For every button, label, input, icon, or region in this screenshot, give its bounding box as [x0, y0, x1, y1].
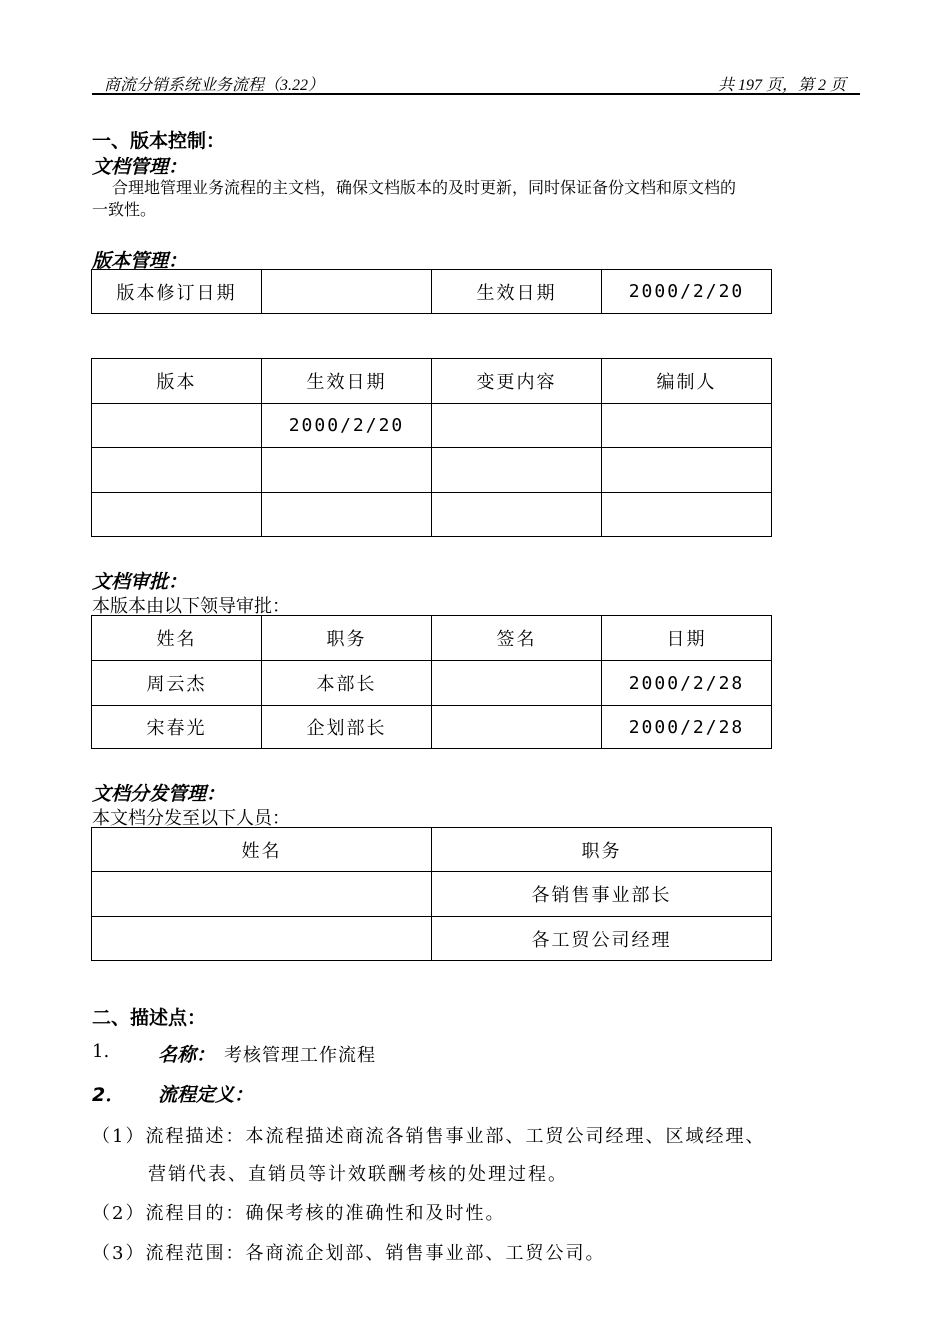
item2-label: 流程定义： — [158, 1084, 254, 1106]
table-header: 职务 — [262, 616, 432, 661]
table-cell — [262, 493, 432, 537]
table-cell — [92, 493, 262, 537]
table-header: 签名 — [432, 616, 602, 661]
item1-number: 1. — [92, 1041, 110, 1062]
definition-1-line2: 营销代表、直销员等计效联酬考核的处理过程。 — [148, 1164, 568, 1185]
table-cell — [432, 493, 602, 537]
heading-doc-approval: 文档审批： — [92, 571, 188, 593]
table-row — [92, 661, 772, 706]
table-cell — [602, 493, 772, 537]
table-cell — [262, 448, 432, 493]
table-header: 姓名 — [92, 828, 432, 872]
table-cell: 2000/2/20 — [262, 404, 432, 448]
table-cell: 宋春光 — [92, 706, 262, 749]
approval-intro: 本版本由以下领导审批： — [92, 596, 290, 617]
item2-number: 2． — [92, 1084, 125, 1106]
table-row — [92, 706, 772, 749]
table-header: 生效日期 — [262, 359, 432, 404]
doc-management-body-line2: 一致性。 — [92, 200, 157, 219]
item1-label: 名称： — [158, 1044, 216, 1066]
item1-value: 考核管理工作流程 — [224, 1045, 376, 1066]
definition-3: （3）流程范围：各商流企划部、销售事业部、工贸公司。 — [92, 1243, 606, 1264]
cell-label-revision-date: 版本修订日期 — [92, 270, 262, 314]
doc-management-body-line1: 合理地管理业务流程的主文档，确保文档版本的及时更新，同时保证备份文档和原文档的 — [112, 178, 737, 197]
table-row — [92, 917, 772, 961]
heading-version-management: 版本管理： — [92, 250, 188, 272]
table-cell — [92, 917, 432, 961]
distribution-table — [91, 827, 772, 961]
table-cell — [92, 872, 432, 917]
table-cell: 各工贸公司经理 — [432, 917, 772, 961]
table-header: 姓名 — [92, 616, 262, 661]
table-cell: 本部长 — [262, 661, 432, 706]
table-cell — [432, 448, 602, 493]
table-cell — [602, 448, 772, 493]
table-header: 版本 — [92, 359, 262, 404]
table-row — [92, 448, 772, 493]
distribution-intro: 本文档分发至以下人员： — [92, 808, 290, 829]
version-date-table — [91, 269, 772, 314]
table-header: 职务 — [432, 828, 772, 872]
header-divider — [92, 93, 860, 95]
table-cell: 2000/2/28 — [602, 706, 772, 749]
table-cell: 企划部长 — [262, 706, 432, 749]
cell-revision-date-value — [262, 270, 432, 314]
definition-2: （2）流程目的：确保考核的准确性和及时性。 — [92, 1203, 506, 1224]
table-row — [92, 404, 772, 448]
table-cell: 周云杰 — [92, 661, 262, 706]
table-header: 变更内容 — [432, 359, 602, 404]
table-cell — [432, 404, 602, 448]
definition-1-line1: （1）流程描述：本流程描述商流各销售事业部、工贸公司经理、区域经理、 — [92, 1126, 766, 1147]
cell-label-effective-date: 生效日期 — [432, 270, 602, 314]
table-cell — [92, 404, 262, 448]
version-history-table — [91, 358, 772, 537]
table-cell — [432, 661, 602, 706]
header-doc-title: 商流分销系统业务流程（3.22） — [104, 77, 325, 94]
cell-effective-date-value: 2000/2/20 — [602, 270, 772, 314]
table-cell — [602, 404, 772, 448]
heading-doc-management: 文档管理： — [92, 156, 188, 178]
table-header: 日期 — [602, 616, 772, 661]
table-cell — [432, 706, 602, 749]
table-cell: 2000/2/28 — [602, 661, 772, 706]
section-title-version-control: 一、版本控制： — [92, 130, 226, 152]
table-row — [92, 493, 772, 537]
table-header: 编制人 — [602, 359, 772, 404]
table-cell — [92, 448, 262, 493]
section-title-description: 二、描述点： — [92, 1007, 207, 1029]
approval-table — [91, 615, 772, 749]
table-cell: 各销售事业部长 — [432, 872, 772, 917]
heading-doc-distribution: 文档分发管理： — [92, 783, 226, 805]
header-page-count: 共 197 页，第 2 页 — [717, 77, 846, 94]
table-row — [92, 872, 772, 917]
